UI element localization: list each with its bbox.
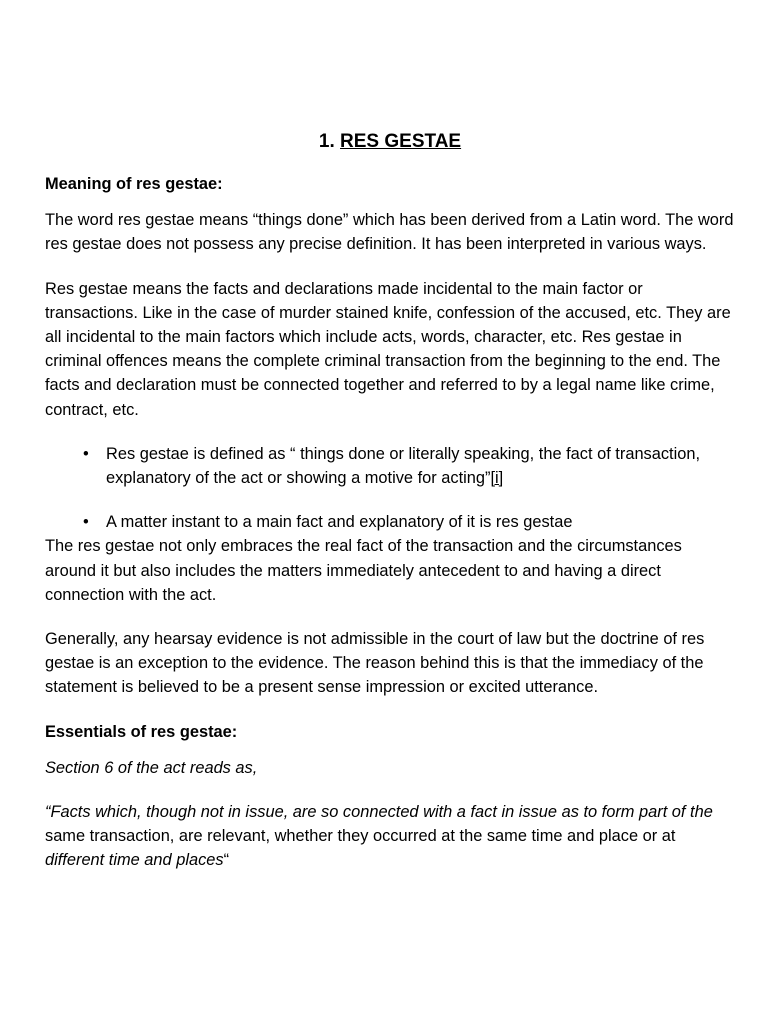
document-page bbox=[45, 128, 735, 893]
quote-italic-start: “Facts which, though not in issue, are so connected with a fact in issue as to form part of the bbox=[45, 803, 713, 822]
page-title bbox=[45, 128, 735, 156]
bullet-text: Res gestae is defined as “ things done or literally speaking, the fact of transaction, explanatory of the act or showing a motive for acting” bbox=[106, 444, 701, 488]
quote-close: “ bbox=[223, 851, 230, 870]
bullet-icon: • bbox=[83, 513, 89, 532]
heading-meaning: Meaning of res gestae: bbox=[45, 175, 223, 193]
bullet-icon: • bbox=[83, 444, 89, 463]
footnote-link[interactable]: [i] bbox=[490, 469, 504, 488]
paragraph-facts-declarations: Res gestae means the facts and declarations made incidental to the main factor or transactions. Like in the case of murder stained knife, confession of the accused, etc. They are all incidental to the main factors which include acts, words, character, etc. Res gestae in criminal offences means the complete criminal transaction from the beginning to the end. The facts and declaration must be connected together and referred to by a legal name like crime, contract, etc. bbox=[45, 279, 731, 419]
list-item bbox=[45, 442, 735, 490]
title-number: 1. bbox=[318, 131, 341, 152]
paragraph-definition: The word res gestae means “things done” which has been derived from a Latin word. The word res gestae does not possess any precise definition. It has been interpreted in various ways. bbox=[45, 211, 734, 254]
heading-essentials: Essentials of res gestae: bbox=[45, 722, 238, 741]
paragraph-hearsay: Generally, any hearsay evidence is not admissible in the court of law but the doctrine of res gestae is an exception to the evidence. The reason behind this is that the immediacy of the statement is believed to be a present sense impression or excited utterance. bbox=[45, 630, 705, 697]
paragraph-embraces: The res gestae not only embraces the real fact of the transaction and the circumstances around it but also includes the matters immediately antecedent to and having a direct connection with the act. bbox=[45, 537, 682, 604]
list-item bbox=[45, 510, 735, 534]
section-intro: Section 6 of the act reads as, bbox=[45, 758, 258, 777]
bullet-text: A matter instant to a main fact and explanatory of it is res gestae bbox=[106, 513, 573, 532]
quote-plain: same transaction, are relevant, whether they occurred at the same time and place or at bbox=[45, 827, 676, 846]
quote-italic-end: different time and places bbox=[45, 851, 224, 870]
title-text: RES GESTAE bbox=[340, 131, 462, 152]
section-quote bbox=[45, 800, 735, 873]
